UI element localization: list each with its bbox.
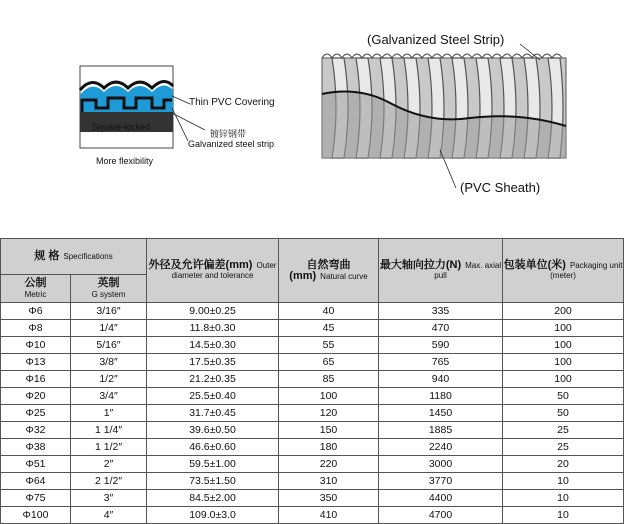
curve-cell: 410 bbox=[279, 507, 379, 524]
table-row bbox=[1, 388, 624, 405]
od-cell: 14.5±0.30 bbox=[147, 337, 279, 354]
metric-cell: Φ13 bbox=[1, 354, 71, 371]
table-row bbox=[1, 490, 624, 507]
pull-cell: 470 bbox=[379, 320, 503, 337]
table-row bbox=[1, 320, 624, 337]
metric-cell: Φ10 bbox=[1, 337, 71, 354]
metric-cell: Φ25 bbox=[1, 405, 71, 422]
imperial-cell: 1″ bbox=[71, 405, 147, 422]
imperial-cell: 2 1/2″ bbox=[71, 473, 147, 490]
od-cell: 46.6±0.60 bbox=[147, 439, 279, 456]
steel-strip-callout: (Galvanized Steel Strip) bbox=[367, 32, 505, 47]
pull-cell: 1450 bbox=[379, 405, 503, 422]
metric-cell: Φ64 bbox=[1, 473, 71, 490]
pull-cell: 3770 bbox=[379, 473, 503, 490]
spec-header: 规 格 Specifications bbox=[1, 239, 147, 275]
pack-cell: 25 bbox=[503, 422, 624, 439]
table-row bbox=[1, 507, 624, 524]
pull-cell: 4700 bbox=[379, 507, 503, 524]
curve-cell: 310 bbox=[279, 473, 379, 490]
curve-cell: 150 bbox=[279, 422, 379, 439]
imperial-cell: 1 1/4″ bbox=[71, 422, 147, 439]
table-row bbox=[1, 422, 624, 439]
pack-cell: 25 bbox=[503, 439, 624, 456]
imperial-cell: 4″ bbox=[71, 507, 147, 524]
spec-table bbox=[0, 238, 624, 524]
od-cell: 31.7±0.45 bbox=[147, 405, 279, 422]
pull-cell: 590 bbox=[379, 337, 503, 354]
table-row bbox=[1, 473, 624, 490]
curve-cell: 120 bbox=[279, 405, 379, 422]
od-cell: 84.5±2.00 bbox=[147, 490, 279, 507]
metric-cell: Φ16 bbox=[1, 371, 71, 388]
imperial-cell: 3/16″ bbox=[71, 303, 147, 320]
metric-cell: Φ6 bbox=[1, 303, 71, 320]
product-diagram bbox=[0, 0, 625, 238]
pack-cell: 100 bbox=[503, 371, 624, 388]
pull-cell: 940 bbox=[379, 371, 503, 388]
pull-cell: 4400 bbox=[379, 490, 503, 507]
table-row bbox=[1, 337, 624, 354]
imperial-cell: 5/16″ bbox=[71, 337, 147, 354]
curve-cell: 65 bbox=[279, 354, 379, 371]
pull-cell: 1180 bbox=[379, 388, 503, 405]
imperial-cell: 1/2″ bbox=[71, 371, 147, 388]
pull-cell: 335 bbox=[379, 303, 503, 320]
square-locked-label: Square-locked bbox=[92, 122, 151, 132]
curve-cell: 350 bbox=[279, 490, 379, 507]
curve-cell: 180 bbox=[279, 439, 379, 456]
curve-cell: 55 bbox=[279, 337, 379, 354]
od-cell: 73.5±1.50 bbox=[147, 473, 279, 490]
conduit-illustration bbox=[0, 0, 625, 238]
table-row bbox=[1, 439, 624, 456]
imperial-cell: 3″ bbox=[71, 490, 147, 507]
od-header: 外径及允许偏差(mm) Outer diameter and tolerance bbox=[147, 239, 279, 303]
imperial-cell: 3/8″ bbox=[71, 354, 147, 371]
pack-cell: 10 bbox=[503, 507, 624, 524]
table-row bbox=[1, 371, 624, 388]
od-cell: 59.5±1.00 bbox=[147, 456, 279, 473]
spec-table-body bbox=[1, 303, 624, 524]
metric-cell: Φ100 bbox=[1, 507, 71, 524]
od-cell: 25.5±0.40 bbox=[147, 388, 279, 405]
table-row bbox=[1, 354, 624, 371]
table-header-row bbox=[1, 239, 624, 275]
conduit-drawing bbox=[322, 44, 566, 188]
pvc-sheath-callout: (PVC Sheath) bbox=[460, 180, 541, 195]
curve-header: 自然弯曲(mm) Natural curve bbox=[279, 239, 379, 303]
curve-cell: 45 bbox=[279, 320, 379, 337]
od-cell: 21.2±0.35 bbox=[147, 371, 279, 388]
metric-header: 公制 Metric bbox=[1, 275, 71, 303]
pull-cell: 3000 bbox=[379, 456, 503, 473]
table-row bbox=[1, 405, 624, 422]
curve-cell: 40 bbox=[279, 303, 379, 320]
pull-cell: 765 bbox=[379, 354, 503, 371]
pack-cell: 50 bbox=[503, 388, 624, 405]
imperial-cell: 3/4″ bbox=[71, 388, 147, 405]
pull-cell: 2240 bbox=[379, 439, 503, 456]
pull-header: 最大轴向拉力(N) Max. axial pull bbox=[379, 239, 503, 303]
curve-cell: 85 bbox=[279, 371, 379, 388]
metric-cell: Φ8 bbox=[1, 320, 71, 337]
galvanized-en-label: Galvanized steel strip bbox=[188, 139, 275, 149]
curve-cell: 100 bbox=[279, 388, 379, 405]
metric-cell: Φ32 bbox=[1, 422, 71, 439]
metric-cell: Φ38 bbox=[1, 439, 71, 456]
od-cell: 9.00±0.25 bbox=[147, 303, 279, 320]
imperial-header: 英制 G system bbox=[71, 275, 147, 303]
more-flexibility-label: More flexibility bbox=[96, 156, 154, 166]
table-row bbox=[1, 456, 624, 473]
pack-cell: 10 bbox=[503, 490, 624, 507]
pack-cell: 20 bbox=[503, 456, 624, 473]
pack-cell: 50 bbox=[503, 405, 624, 422]
od-cell: 17.5±0.35 bbox=[147, 354, 279, 371]
imperial-cell: 1 1/2″ bbox=[71, 439, 147, 456]
galvanized-cn-label: 镀锌钢带 bbox=[210, 129, 247, 139]
table-row bbox=[1, 303, 624, 320]
od-cell: 109.0±3.0 bbox=[147, 507, 279, 524]
imperial-cell: 1/4″ bbox=[71, 320, 147, 337]
pack-cell: 100 bbox=[503, 337, 624, 354]
pack-cell: 100 bbox=[503, 320, 624, 337]
thin-pvc-label: Thin PVC Covering bbox=[189, 97, 275, 108]
metric-cell: Φ20 bbox=[1, 388, 71, 405]
pack-cell: 200 bbox=[503, 303, 624, 320]
pull-cell: 1885 bbox=[379, 422, 503, 439]
pack-cell: 10 bbox=[503, 473, 624, 490]
pack-header: 包装单位(米) Packaging unit (meter) bbox=[503, 239, 624, 303]
pack-cell: 100 bbox=[503, 354, 624, 371]
imperial-cell: 2″ bbox=[71, 456, 147, 473]
curve-cell: 220 bbox=[279, 456, 379, 473]
od-cell: 39.6±0.50 bbox=[147, 422, 279, 439]
metric-cell: Φ75 bbox=[1, 490, 71, 507]
od-cell: 11.8±0.30 bbox=[147, 320, 279, 337]
metric-cell: Φ51 bbox=[1, 456, 71, 473]
